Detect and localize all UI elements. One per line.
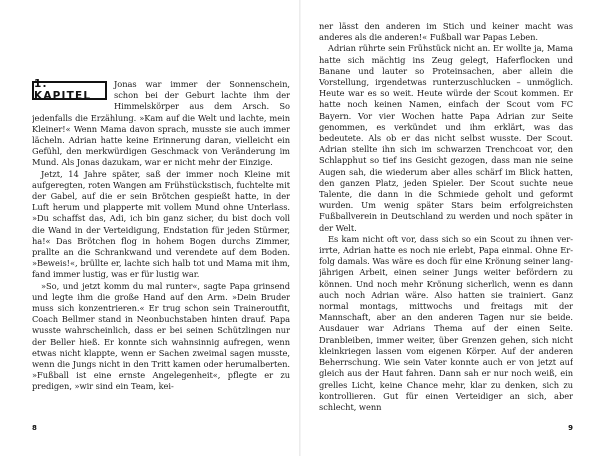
left-page <box>32 0 290 456</box>
left-page-text <box>32 79 290 393</box>
paragraph: Jetzt, 14 Jahre später, saß der immer noch Kleine mit aufgeregten, roten Wangen am Frühstückstisch, fuchtelte mit der Gabel, auf die er sein Brötchen gespießt hatte, in der Luft herum und plapperte mit vollem Mund ohne Unterlass. »Du schaffst das, Adi, ich bin ganz sicher, du bist doch voll die Wand in der Verteidigung, Endstation für jeden Stürmer, ha!« Das Brötchen flog in hohem Bogen durchs Zimmer, prallte an die Schrankwand und verendete auf dem Boden. »Beweis!«, brüllte er, lachte sich halb tot und Mama mit ihm, fand immer lustig, was er für lustig war. <box>32 168 290 280</box>
book-gutter <box>299 0 301 456</box>
paragraph: Jonas war immer der Sonnenschein, schon bei der Geburt lachte ihm der Himmelskörper aus dem Arsch. So jedenfalls die Erzählung. »Kam auf die Welt und lachte, mein Kleiner!« Wenn Mama davon sprach, musste sie auch immer lächeln. Adrian hatte keine Erinnerung daran, vielleicht ein Gefühl, den merkwürdigen Geschmack von Veränderung im Mund. Als Jonas dazukam, war er nicht mehr der Einzige. <box>32 79 290 168</box>
chapter-heading-box <box>32 78 107 102</box>
right-page <box>319 0 573 456</box>
page-number-left: 8 <box>32 424 37 432</box>
chapter-heading: 1. KAPITEL <box>34 78 92 102</box>
paragraph: Es kam nicht oft vor, dass sich so ein Scout zu ihnen verirrte, Adrian hatte es noch nie erlebt, Papa einmal. Ohne Erfolg damals. Was wäre es doch für eine Krönung seiner langjährigen Arbeit, einen seiner Jungs weiter befördern zu können. Und noch mehr Krönung sicherlich, wenn es dann auch noch Adrian wäre. Also hatten sie trainiert. Ganz normal montags, mittwochs und freitags mit der Mannschaft, aber an den anderen Tagen nur sie beide. Ausdauer war Adrians Thema auf der einen Seite. Dranbleiben, immer weiter, über Grenzen gehen, sich nicht kleinkriegen lassen vom eigenen Körper. Auf der anderen Beherrschung. Wie sein Vater konnte auch er von jetzt auf gleich aus der Haut fahren. Dann sah er nur noch weiß, ein grelles Licht, keine Chance mehr, klar zu denken, sich zu kontrollieren. Gut für einen Verteidiger an sich, aber schlecht, wenn <box>319 233 573 412</box>
paragraph: ner lässt den anderen im Stich und keiner macht was anderes als die anderen!« Fußball war Papas Leben. <box>319 21 573 43</box>
right-page-text <box>319 21 573 413</box>
paragraph: »So, und jetzt komm du mal runter«, sagte Papa grinsend und legte ihm die große Hand auf den Arm. »Dein Bruder muss sich konzentrieren.« Er trug schon sein Traineroutfit, Coach Bellmer stand in Neonbuchstaben hinten drauf. Papa wusste wahrscheinlich, dass er bei seinen Schützlingen nur der Beller hieß. Er konnte sich wahnsinnig aufregen, wenn etwas nicht klappte, wenn er Sachen zweimal sagen musste, wenn die Jungs nicht in den Tritt kamen oder herumalberten. »Fußball ist eine ernste Angelegenheit«, pflegte er zu predigen, »wir sind ein Team, kei- <box>32 280 290 392</box>
paragraph: Adrian rührte sein Frühstück nicht an. Er wollte ja, Mama hatte sich mächtig ins Zeug gelegt, Haferflocken und Banane und lauter so Proteinsachen, aber allein die Vorstellung, irgendetwas runterzuschlucken – unmöglich. Heute war es so weit. Heute würde der Scout kommen. Er hatte noch keinen Namen, einfach der Scout vom FC Bayern. Vor vier Wochen hatte Papa Adrian zur Seite genommen, es verkündet und ihm erklärt, was das bedeutete. Als ob er das nicht selbst wusste. Der Scout. Adrian stellte ihn sich im schwarzen Trenchcoat vor, den Schlapphut so tief ins Gesicht gezogen, dass man nie seine Augen sah, die wiederum aber alles schärf im Blick hatten, den ganzen Platz, jeden Spieler. Der Scout suchte neue Talente, die dann in die Schmiede geholt und geformt wurden. Um wenig später Stars beim erfolgreichsten Fußballverein in Deutschland zu werden und noch später in der Welt. <box>319 43 573 233</box>
page-number-right: 9 <box>568 424 573 432</box>
